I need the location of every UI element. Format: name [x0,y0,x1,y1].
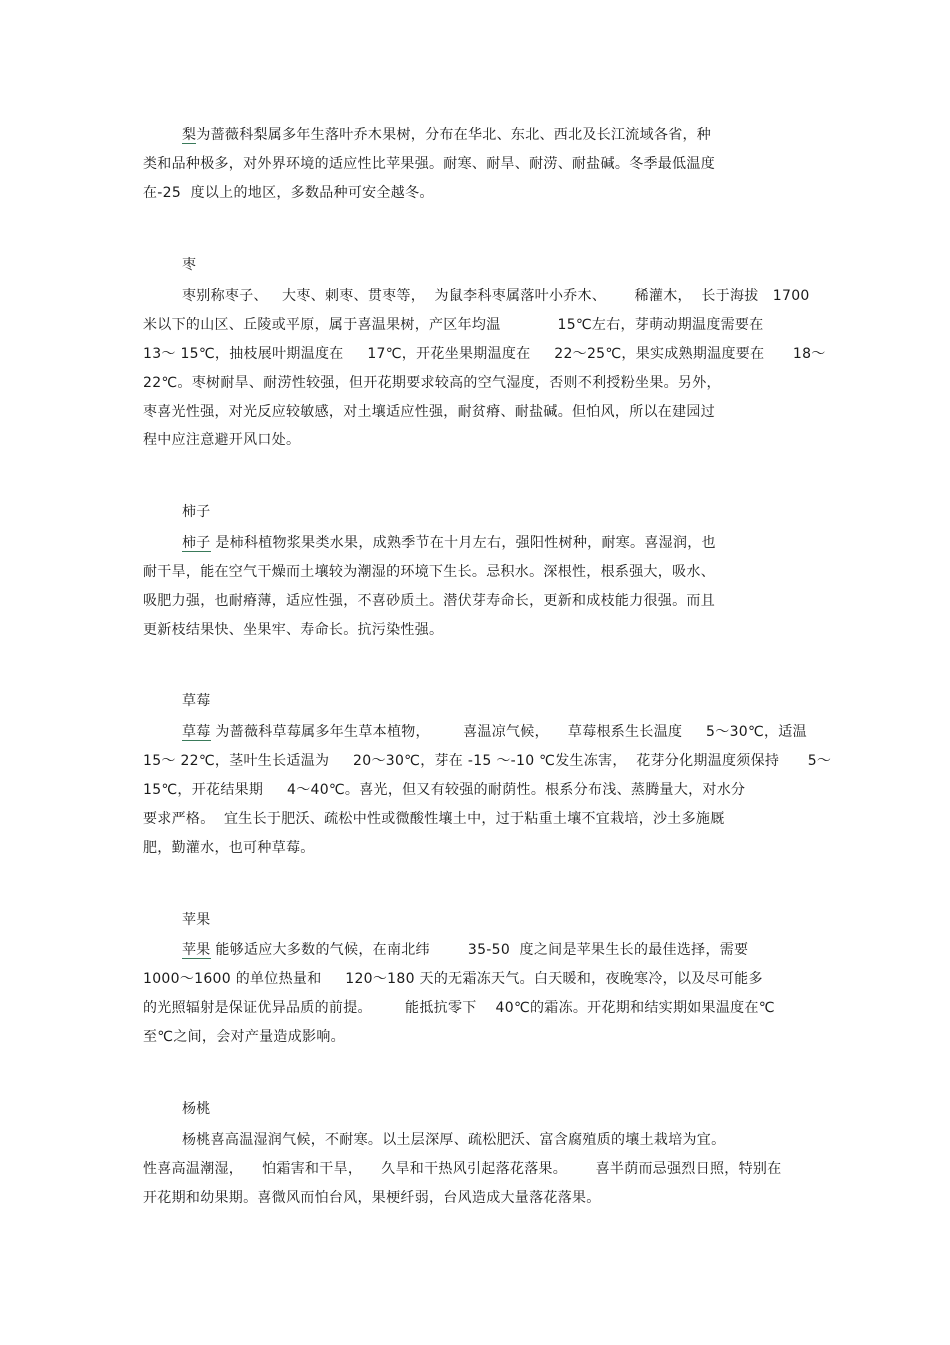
jujube-paragraph-line-4: 22℃。枣树耐旱、耐涝性较强，但开花期要求较高的空气湿度，否则不利授粉坐果。另外， [143,375,721,391]
persimmon-paragraph-line-3: 吸肥力强，也耐瘠薄，适应性强，不喜砂质土。潜伏芽寿命长，更新和成枝能力很强。而且 [143,593,715,609]
strawberry-heading: 草莓 [182,693,211,709]
strawberry-paragraph-line-3: 15℃，开花结果期 4～40℃。喜光，但又有较强的耐荫性。根系分布浅、蒸腾量大，对水分 [143,782,746,798]
strawberry-term: 草莓 [182,724,211,740]
pear-paragraph-line-2: 类和品种极多，对外界环境的适应性比苹果强。耐寒、耐旱、耐涝、耐盐碱。冬季最低温度 [143,156,715,172]
persimmon-paragraph-line-1: 柿子 是柿科植物浆果类水果，成熟季节在十月左右，强阳性树种，耐寒。喜湿润，也 [182,535,716,551]
persimmon-paragraph-line-2: 耐干旱，能在空气干燥而土壤较为潮湿的环境下生长。忌积水。深根性，根系强大，吸水、 [143,564,715,580]
strawberry-paragraph-line-2: 15～ 22℃，茎叶生长适温为 20～30℃，芽在 -15 ～-10 ℃发生冻害， 花芽分化期温度须保持 5～ [143,753,832,769]
strawberry-paragraph-line-4: 要求严格。 宜生长于肥沃、疏松中性或微酸性壤土中，过于粘重土壤不宜栽培，沙土多施厩 [143,811,725,827]
persimmon-heading: 柿子 [182,504,211,520]
jujube-paragraph-line-2: 米以下的山区、丘陵或平原，属于喜温果树，产区年均温 15℃左右，芽萌动期温度需要在 [143,317,764,333]
jujube-paragraph-line-6: 程中应注意避开风口处。 [143,432,301,448]
strawberry-paragraph-line-5: 肥，勤灌水，也可种草莓。 [143,840,315,856]
jujube-paragraph-line-1: 枣别称枣子、 大枣、刺枣、贯枣等， 为鼠李科枣属落叶小乔木、 稀灌木， 长于海拔 1700 [182,288,810,304]
jujube-paragraph-line-3: 13～ 15℃，抽枝展叶期温度在 17℃，开花坐果期温度在 22～25℃，果实成熟期温度要在 18～ [143,346,826,362]
apple-term: 苹果 [182,942,211,958]
persimmon-paragraph-line-4: 更新枝结果快、坐果牢、寿命长。抗污染性强。 [143,622,444,638]
apple-heading: 苹果 [182,912,211,928]
pear-paragraph-line-1: 梨为蔷薇科梨属多年生落叶乔木果树，分布在华北、东北、西北及长江流域各省，种 [182,127,712,143]
starfruit-heading: 杨桃 [182,1101,211,1117]
apple-paragraph-line-1: 苹果 能够适应大多数的气候，在南北纬 35-50 度之间是苹果生长的最佳选择，需要 [182,942,749,958]
apple-paragraph-line-3: 的光照辐射是保证优异品质的前提。 能抵抗零下 40℃的霜冻。开花期和结实期如果温度在℃ [143,1000,775,1016]
strawberry-paragraph-line-1: 草莓 为蔷薇科草莓属多年生草本植物， 喜温凉气候， 草莓根系生长温度 5～30℃，适温 [182,724,807,740]
apple-paragraph-line-2: 1000～1600 的单位热量和 120～180 天的无霜冻天气。白天暖和，夜晚寒冷，以及尽可能多 [143,971,763,987]
pear-term: 梨 [182,127,197,143]
starfruit-paragraph-line-1: 杨桃喜高温湿润气候，不耐寒。以土层深厚、疏松肥沃、富含腐殖质的壤土栽培为宜。 [182,1132,726,1148]
pear-paragraph-line-3: 在-25 度以上的地区，多数品种可安全越冬。 [143,185,434,201]
jujube-heading: 枣 [182,257,197,273]
starfruit-paragraph-line-2: 性喜高温潮湿， 怕霜害和干旱， 久旱和干热风引起落花落果。 喜半荫而忌强烈日照，特别在 [143,1161,782,1177]
apple-paragraph-line-4: 至℃之间，会对产量造成影响。 [143,1029,345,1045]
jujube-paragraph-line-5: 枣喜光性强，对光反应较敏感，对土壤适应性强，耐贫瘠、耐盐碱。但怕风，所以在建园过 [143,404,715,420]
starfruit-paragraph-line-3: 开花期和幼果期。喜微风而怕台风，果梗纤弱，台风造成大量落花落果。 [143,1190,601,1206]
persimmon-term: 柿子 [182,535,211,551]
